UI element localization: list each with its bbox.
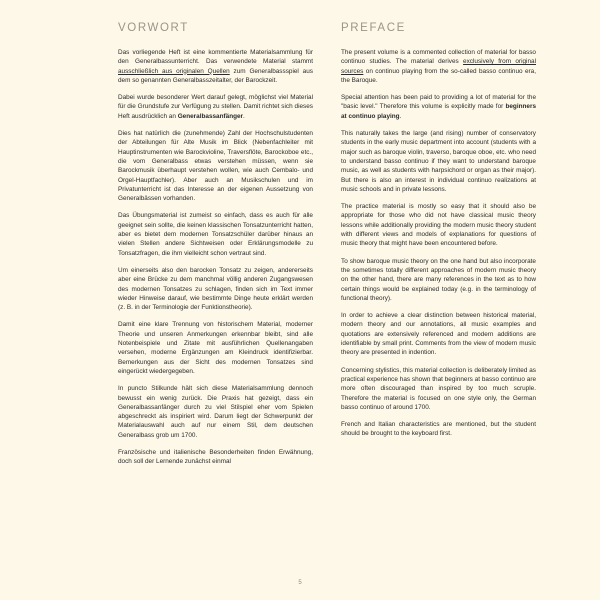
two-column-layout bbox=[118, 22, 536, 467]
text-run: . bbox=[399, 112, 402, 120]
emphasis-bold: beginners at continuo playing bbox=[341, 103, 536, 120]
text-run: Das vorliegende Heft ist eine kommentierte Materialsammlung für den Generalbassunterricht. Das verwendete Material stammt bbox=[118, 49, 313, 66]
paragraph bbox=[341, 257, 536, 303]
column-german bbox=[118, 22, 313, 467]
paragraph bbox=[118, 320, 313, 376]
vorwort-body bbox=[118, 48, 313, 467]
text-run: on continuo playing from the so-called basso continuo era, the Baroque. bbox=[341, 67, 536, 84]
text-run: Damit eine klare Trennung von historischem Material, moderner Theorie und unseren Anmerkungen erkennbar bleibt, sind alle Notenbeispiele und Zitate mit ausführlichen Quellenangaben versehen, moderne Ergänzungen am Kleindruck identifizierbar. Bemerkungen aus der Sicht des modernen Tonsatzes sind eingerückt wiedergegeben. bbox=[118, 321, 313, 375]
paragraph bbox=[118, 266, 313, 312]
text-run: Concerning stylistics, this material collection is deliberately limited as practical experience has shown that beginners at basso continuo are more often discouraged than inspired by too much scruple. Therefore the material is focused on one style only, the German basso continuo of around 1700. bbox=[341, 366, 536, 411]
paragraph bbox=[118, 93, 313, 121]
paragraph bbox=[118, 48, 313, 85]
text-run: This naturally takes the large (and rising) number of conservatory students in the early music department into account (students with a major such as baroque violin, traverso, baroque oboe, etc. who need to understand basso continuo if they want to understand baroque music, as well as students with harpsichord or organ as their major). But there is also an interest in individual continuo realizations at music schools and in private lessons. bbox=[341, 130, 536, 193]
emphasis-underline: exclusively from original sources bbox=[341, 58, 536, 75]
paragraph bbox=[341, 311, 536, 357]
page-number: 5 bbox=[298, 580, 302, 586]
paragraph bbox=[341, 129, 536, 194]
text-run: Um einerseits also den barocken Tonsatz zu zeigen, andererseits aber eine Brücke zu dem manchmal völlig anderen Zugangswesen des modernen Tonsatzes zu schlagen, finden sich im Text immer wieder Hinweise darauf, wie bestimmte Dinge heute erklärt werden (z. B. in der Terminologie der Funktionstheorie). bbox=[118, 266, 313, 312]
emphasis-underline: ausschließlich aus originalen Quellen bbox=[118, 67, 230, 75]
preface-body bbox=[341, 48, 536, 439]
column-english bbox=[341, 22, 536, 467]
text-run: In order to achieve a clear distinction between historical material, modern theory and our annotations, all music examples and quotations are extensively referenced and modern additions are identifiable by small print. Comments from the view of modern music theory are presented in indention. bbox=[341, 312, 536, 357]
paragraph bbox=[118, 211, 313, 257]
heading-vorwort: VORWORT bbox=[118, 22, 189, 34]
paragraph bbox=[341, 366, 536, 412]
emphasis-bold: Generalbassanfänger bbox=[177, 112, 244, 120]
page-content bbox=[118, 22, 536, 578]
text-run: zum Generalbassspiel aus dem so genannten Generalbasszeitalter, der Barockzeit. bbox=[118, 67, 313, 84]
text-run: Dies hat natürlich die (zunehmende) Zahl der Hochschulstudenten der Abteilungen für Alte Musik im Blick (Nebenfachleiter mit Hauptinstrumenten wie Barockvioline, Traversflöte, Barockoboe etc., die vom Generalbass etwas verstehen müssen, wenn sie Barockmusik überhaupt verstehen wollen, wie auch Cembalo- und Orgel-Hauptfachler). Aber auch an Musikschulen und im Privatunterricht ist das Interesse an der eigenen Aussetzung von Generalbässen vorhanden. bbox=[118, 130, 313, 203]
text-run: Französische und italienische Besonderheiten finden Erwähnung, doch soll der Lernende zunächst einmal bbox=[118, 448, 313, 466]
text-run: The practice material is mostly so easy that it should also be appropriate for those who did not have classical music theory lessons while additionally providing the modern music theory student with different views and models of explanations for questions of music theory that might have been encountered before. bbox=[341, 203, 536, 248]
text-run: In puncto Stilkunde hält sich diese Materialsammlung dennoch bewusst ein wenig zurück. Die Praxis hat gezeigt, dass ein Generalbassanfänger durch zu viel Stilspiel eher vom Spielen abgeschreckt als inspiriert wird. Darum liegt der Schwerpunkt der Materialauswahl auch auf nur einem Stil, dem deutschen Generalbass grob um 1700. bbox=[118, 385, 313, 439]
text-run: French and Italian characteristics are mentioned, but the student should be brought to the keyboard first. bbox=[341, 421, 536, 438]
paragraph bbox=[118, 384, 313, 440]
paragraph bbox=[341, 93, 536, 121]
paragraph bbox=[341, 202, 536, 248]
paragraph bbox=[118, 448, 313, 467]
heading-preface: PREFACE bbox=[341, 22, 406, 34]
text-run: . bbox=[243, 112, 245, 120]
paragraph bbox=[341, 48, 536, 85]
paragraph bbox=[341, 420, 536, 439]
text-run: To show baroque music theory on the one hand but also incorporate the sometimes totally different approaches of modern music theory on the other hand, there are many references in the text as to how certain things would be explained today (e.g. in the terminology of functional theory). bbox=[341, 257, 536, 302]
text-run: The present volume is a commented collection of material for basso continuo studies. The material derives bbox=[341, 49, 536, 66]
text-run: Dabei wurde besonderer Wert darauf gelegt, möglichst viel Material für die Grundstufe zur Verfügung zu stellen. Damit richtet sich dieses Heft ausdrücklich an bbox=[118, 94, 313, 120]
text-run: Special attention has been paid to providing a lot of material for the "basic level." Therefore this volume is explicitly made for bbox=[341, 94, 536, 111]
paragraph bbox=[118, 129, 313, 203]
text-run: Das Übungsmaterial ist zumeist so einfach, dass es auch für alle geeignet sein sollte, die keinen klassischen Tonsatzunterricht hatten, aber es bietet dem modernen Tonsatzschüler darüber hinaus an vielen Stellen andere Sichtweisen oder Erklärungsmodelle zu Tonsatzfragen, die ihm vielleicht schon vertraut sind. bbox=[118, 212, 313, 257]
